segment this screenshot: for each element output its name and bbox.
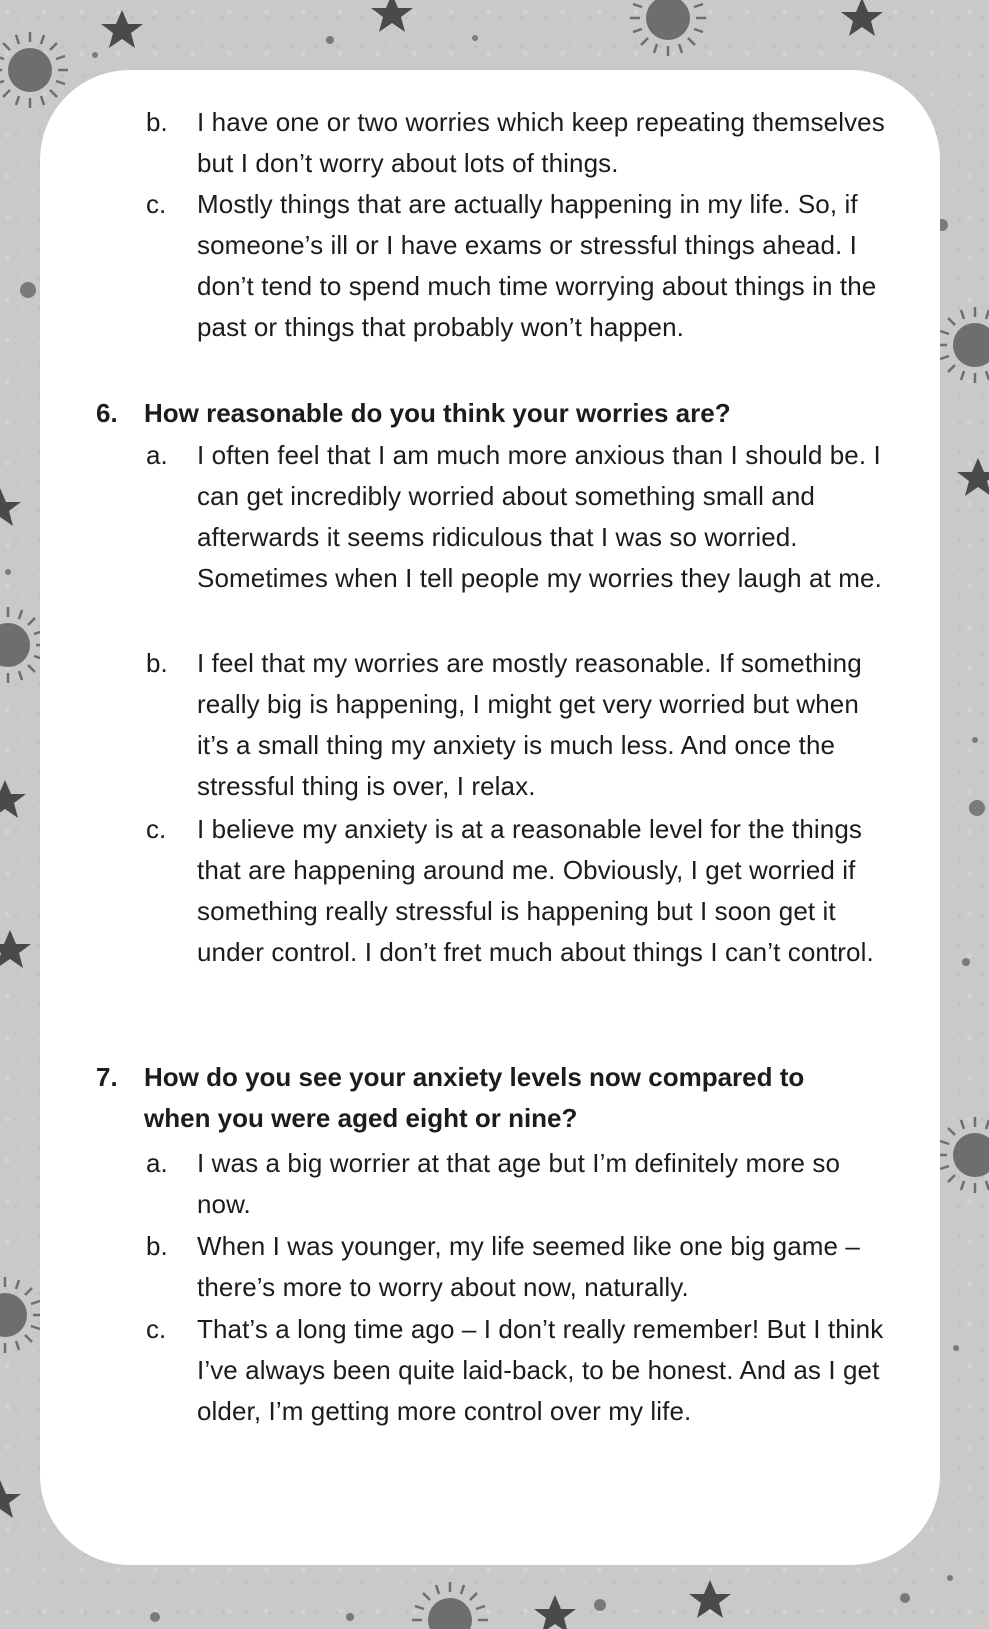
question-number: 7. xyxy=(96,1062,118,1092)
option-letter: b. xyxy=(146,648,168,678)
option-text: I have one or two worries which keep repeating themselves but I don’t worry about lots of things. xyxy=(197,107,885,178)
option-text: When I was younger, my life seemed like one big game – there’s more to worry about now, naturally. xyxy=(197,1231,860,1302)
question-number: 6. xyxy=(96,398,118,428)
option-text: I was a big worrier at that age but I’m definitely more so now. xyxy=(197,1148,841,1219)
question-text: How reasonable do you think your worries are? xyxy=(144,398,731,428)
option-text: I often feel that I am much more anxious than I should be. I can get incredibly worried about something small and afterwards it seems ridiculous that I was so worried. Sometimes when I tell people my worries they laugh at me. xyxy=(197,440,882,593)
option-letter: a. xyxy=(146,440,168,470)
option-text: Mostly things that are actually happening in my life. So, if someone’s ill or I have exams or stressful things ahead. I don’t tend to spend much time worrying about things in the past or things that probably won’t happen. xyxy=(197,189,877,342)
option-text: That’s a long time ago – I don’t really remember! But I think I’ve always been quite laid-back, to be honest. And as I get older, I’m getting more control over my life. xyxy=(197,1314,884,1426)
option-letter: c. xyxy=(146,814,167,844)
option-letter: c. xyxy=(146,189,167,219)
question-text: How do you see your anxiety levels now compared to when you were aged eight or nine? xyxy=(144,1062,805,1133)
option-letter: a. xyxy=(146,1148,168,1178)
option-text: I believe my anxiety is at a reasonable level for the things that are happening around me. Obviously, I get worried if something really stressful is happening but I soon get it under control. I don’t fret much about things I can’t control. xyxy=(197,814,874,967)
option-letter: b. xyxy=(146,1231,168,1261)
option-letter: c. xyxy=(146,1314,167,1344)
option-text: I feel that my worries are mostly reasonable. If something really big is happening, I might get very worried but when it’s a small thing my anxiety is much less. And once the stressful thing is over, I relax. xyxy=(197,648,862,801)
option-letter: b. xyxy=(146,107,168,137)
